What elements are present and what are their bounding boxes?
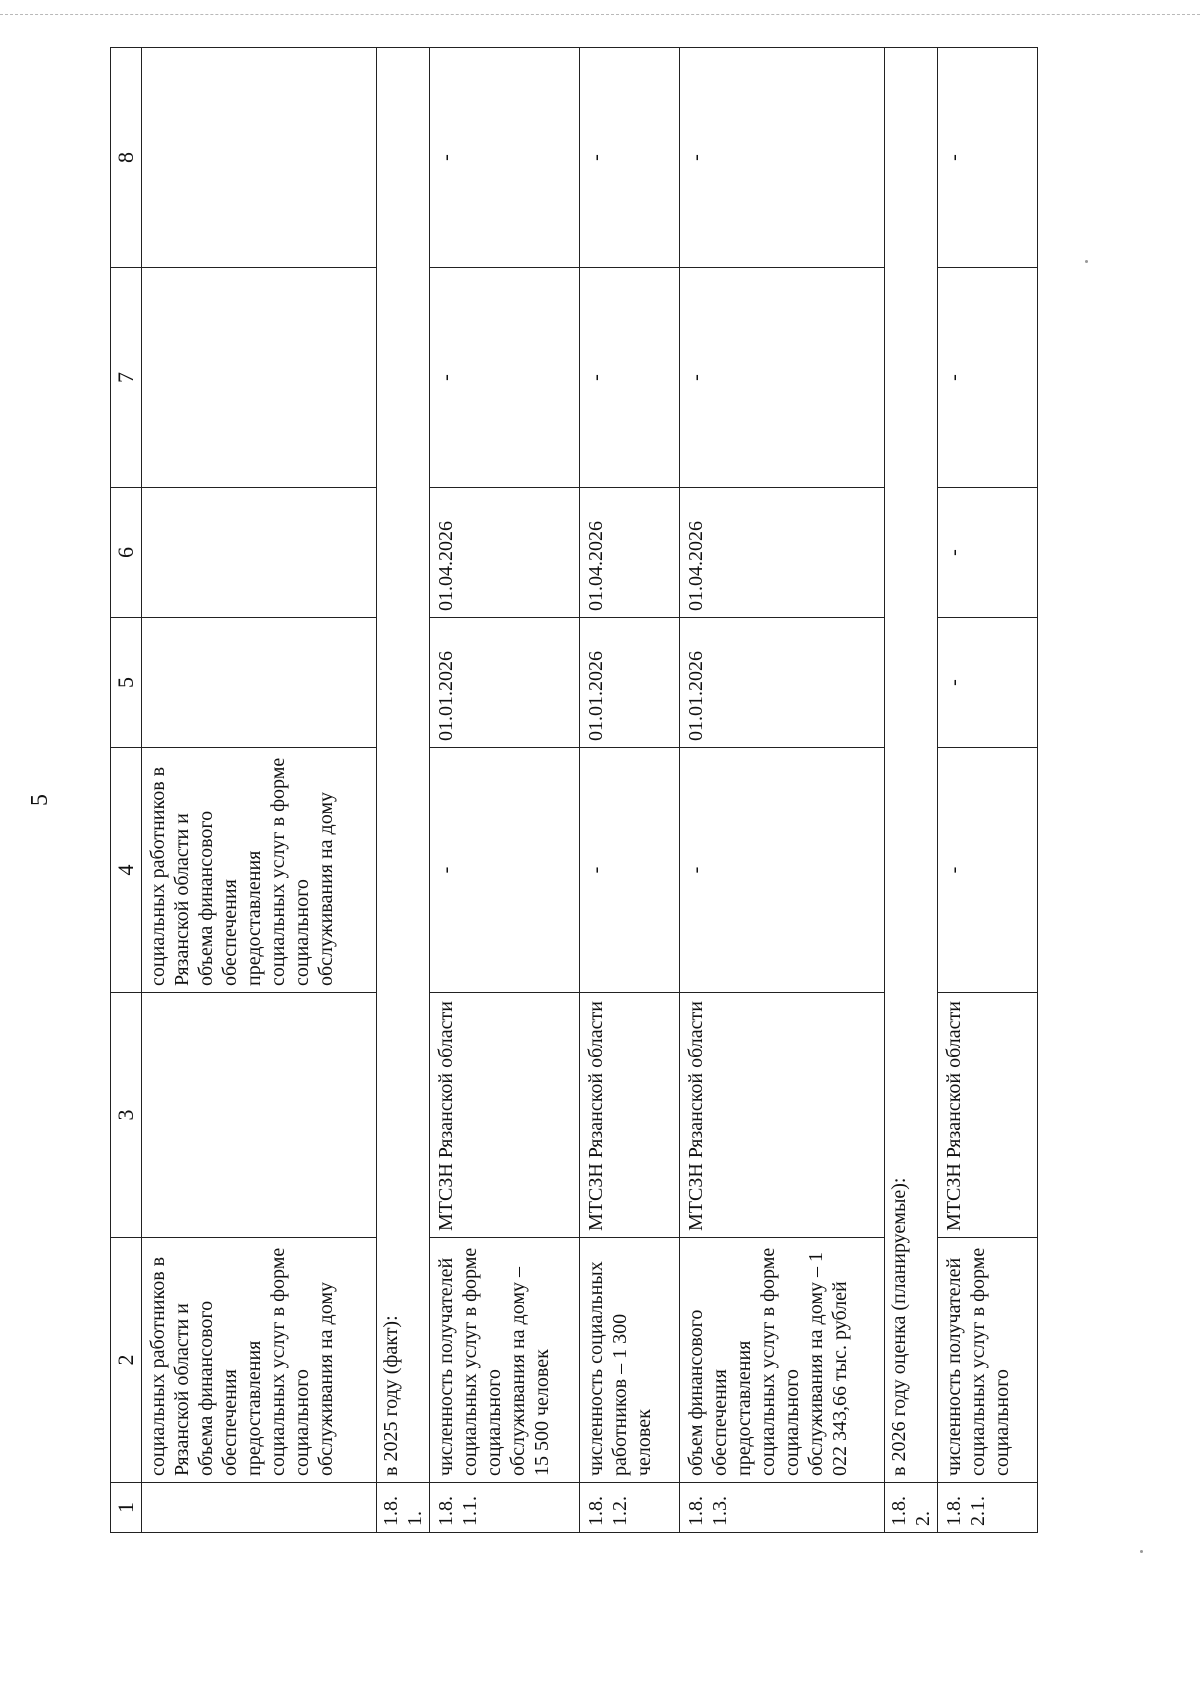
row-col8: - — [580, 48, 680, 268]
row-responsible: МТСЗН Рязанской области — [430, 993, 580, 1238]
row-number: 1.8.2.1. — [938, 1483, 1038, 1533]
section-title: в 2026 году оценка (планируемые): — [885, 48, 938, 1483]
rotated-table-page — [110, 48, 1200, 1533]
section-row — [377, 48, 430, 1533]
row-col7: - — [430, 268, 580, 488]
section-row — [885, 48, 938, 1533]
row-description: численность получателей социальных услуг в форме социального обслуживания на дому – 15 500 человек — [430, 1238, 580, 1483]
row-col8: - — [680, 48, 885, 268]
row-responsible: МТСЗН Рязанской области — [580, 993, 680, 1238]
row-description: численность социальных работников – 1 300 человек — [580, 1238, 680, 1483]
section-number: 1.8.1. — [377, 1483, 430, 1533]
row-start-date: 01.01.2026 — [430, 618, 580, 748]
table-row — [580, 48, 680, 1533]
row-start-date: 01.01.2026 — [580, 618, 680, 748]
column-number: 1 — [111, 1483, 142, 1533]
row-col7: - — [680, 268, 885, 488]
table-row — [680, 48, 885, 1533]
column-number: 6 — [111, 488, 142, 618]
row-col4: - — [430, 748, 580, 993]
row-end-date: - — [938, 488, 1038, 618]
page-number: 5 — [27, 794, 53, 806]
row-number: 1.8.1.2. — [580, 1483, 680, 1533]
section-number: 1.8.2. — [885, 1483, 938, 1533]
row-start-date: - — [938, 618, 1038, 748]
row-description: численность получателей социальных услуг в форме социального — [938, 1238, 1038, 1483]
column-number: 4 — [111, 748, 142, 993]
continuation-text: социальных работников в Рязанской области и объема финансового обеспечения предоставления социальных услуг в форме социального обслуживания на дому — [142, 748, 377, 993]
column-number-row — [111, 48, 142, 1533]
row-description: объем финансового обеспечения предоставления социальных услуг в форме социального обслуживания на дому – 1 022 343,66 тыс. рублей — [680, 1238, 885, 1483]
row-end-date: 01.04.2026 — [430, 488, 580, 618]
scan-speck — [1085, 260, 1088, 263]
row-number: 1.8.1.1. — [430, 1483, 580, 1533]
continuation-text: социальных работников в Рязанской области и объема финансового обеспечения предоставления социальных услуг в форме социального обслуживания на дому — [142, 1238, 377, 1483]
column-number: 7 — [111, 268, 142, 488]
row-col4: - — [580, 748, 680, 993]
section-title: в 2025 году (факт): — [377, 48, 430, 1483]
row-responsible: МТСЗН Рязанской области — [680, 993, 885, 1238]
row-col8: - — [430, 48, 580, 268]
column-number: 3 — [111, 993, 142, 1238]
row-col4: - — [680, 748, 885, 993]
column-number: 2 — [111, 1238, 142, 1483]
scan-speck — [1140, 1550, 1143, 1553]
row-col8: - — [938, 48, 1038, 268]
column-number: 8 — [111, 48, 142, 268]
table-row — [938, 48, 1038, 1533]
column-number: 5 — [111, 618, 142, 748]
row-col4: - — [938, 748, 1038, 993]
continuation-row — [142, 48, 377, 1533]
table-row — [430, 48, 580, 1533]
row-responsible: МТСЗН Рязанской области — [938, 993, 1038, 1238]
row-col7: - — [580, 268, 680, 488]
row-end-date: 01.04.2026 — [680, 488, 885, 618]
plan-table — [110, 47, 1038, 1533]
row-number: 1.8.1.3. — [680, 1483, 885, 1533]
row-end-date: 01.04.2026 — [580, 488, 680, 618]
row-start-date: 01.01.2026 — [680, 618, 885, 748]
row-col7: - — [938, 268, 1038, 488]
scan-edge — [0, 14, 1200, 15]
